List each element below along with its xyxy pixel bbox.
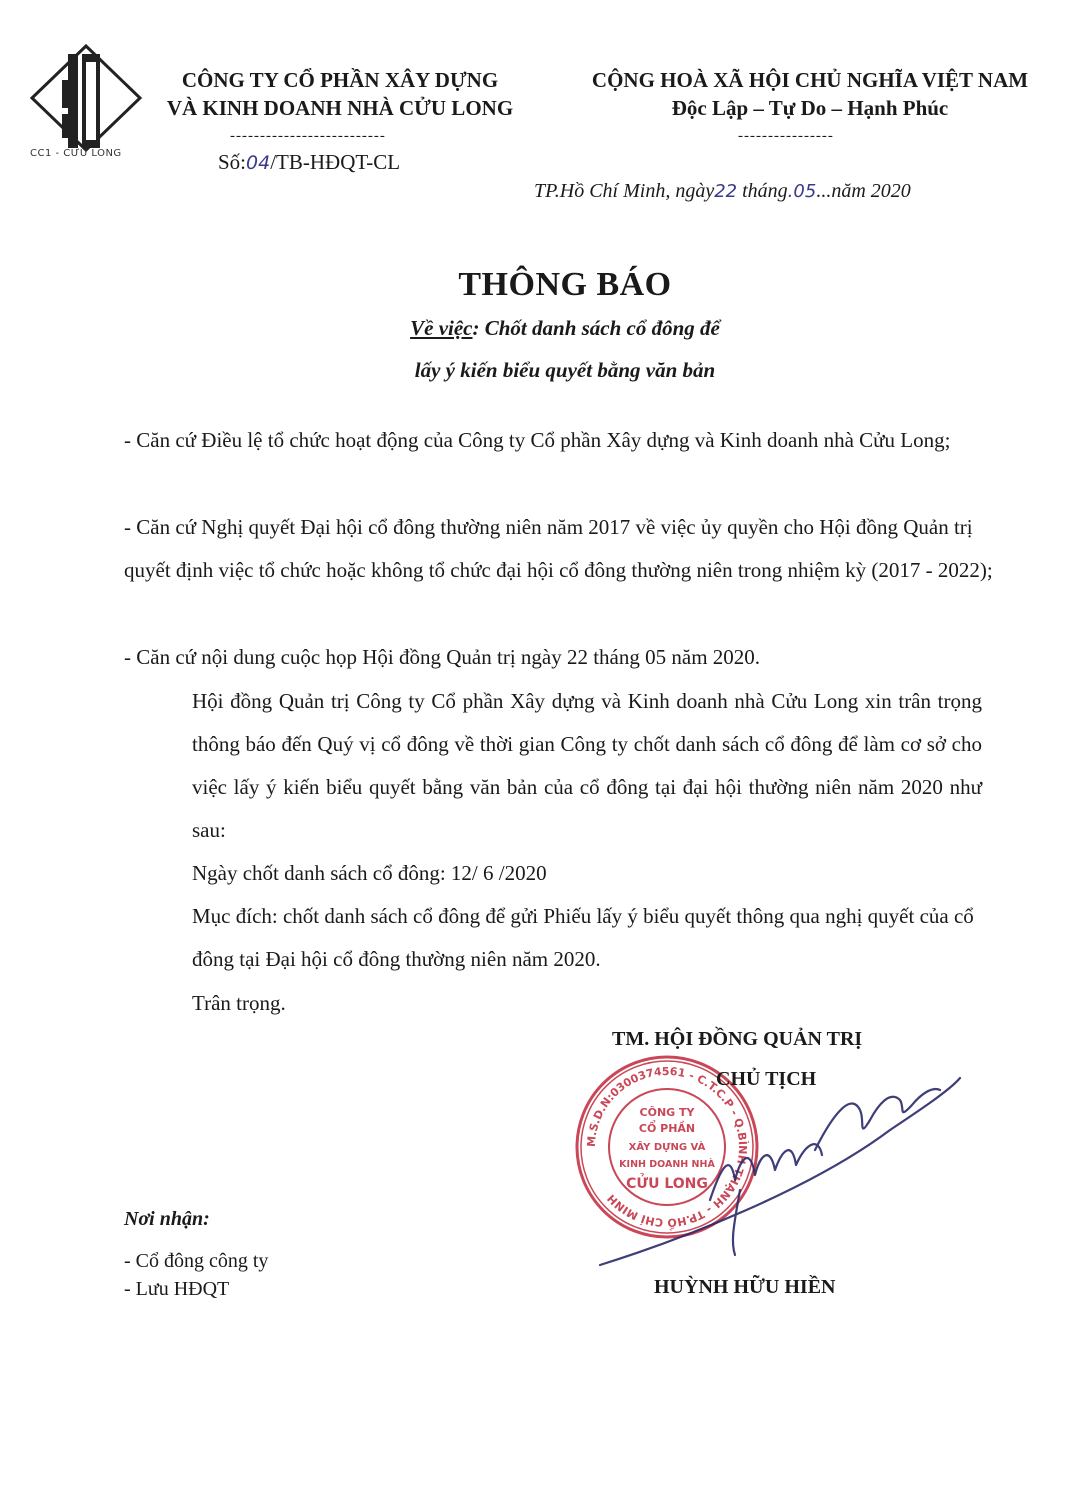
national-header <box>560 66 1060 122</box>
stamp-line-1: CÔNG TY <box>639 1106 695 1119</box>
stamp-line-4: KINH DOANH NHÀ <box>619 1159 715 1170</box>
doc-number-suffix: /TB-HĐQT-CL <box>270 150 401 174</box>
national-title: CỘNG HOÀ XÃ HỘI CHỦ NGHĨA VIỆT NAM <box>591 68 1029 92</box>
signature-on-behalf: TM. HỘI ĐỒNG QUẢN TRỊ <box>612 1028 863 1050</box>
recipient-item: - Lưu HĐQT <box>124 1278 230 1300</box>
document-title: THÔNG BÁO <box>458 266 672 303</box>
dateline-place: TP.Hồ Chí Minh, ngày <box>534 180 715 202</box>
stamp-line-5: CỬU LONG <box>626 1176 708 1192</box>
dateline-month: .05 <box>787 181 817 202</box>
dateline-year: ...năm 2020 <box>816 180 911 202</box>
doc-number-prefix: Số: <box>218 150 247 174</box>
announcement-paragraph: Hội đồng Quản trị Công ty Cổ phần Xây dựng và Kinh doanh nhà Cửu Long xin trân trọng thông báo đến Quý vị cổ đông về thời gian Công ty chốt danh sách cổ đông để làm cơ sở cho việc lấy ý kiến biểu quyết bằng văn bản của cổ đông tại đại hội thường niên năm 2020 như sau: <box>192 689 982 842</box>
divider-left: -------------------------- <box>230 128 386 144</box>
document-number <box>218 150 400 175</box>
record-date: Ngày chốt danh sách cổ đông: 12/ 6 /2020 <box>192 861 547 885</box>
company-name-line1: CÔNG TY CỔ PHẦN XÂY DỰNG <box>181 68 499 92</box>
signature-role: CHỦ TỊCH <box>716 1068 817 1090</box>
subject-line2: lấy ý kiến biểu quyết bằng văn bản <box>414 358 716 382</box>
subject-text: : Chốt danh sách cổ đông để <box>472 316 720 340</box>
stamp-line-2: CỔ PHẦN <box>638 1122 696 1135</box>
dateline-day: 22 <box>714 181 738 202</box>
stamp-line-3: XÂY DỰNG VÀ <box>628 1142 706 1153</box>
company-name-line2: VÀ KINH DOANH NHÀ CỬU LONG <box>166 96 514 120</box>
subject-line1 <box>0 316 1068 341</box>
company-name <box>140 66 540 122</box>
regards: Trân trọng. <box>192 991 286 1015</box>
handwritten-signature <box>560 1050 980 1280</box>
recipient-item: - Cổ đông công ty <box>124 1250 269 1272</box>
legal-basis-1: - Căn cứ Điều lệ tổ chức hoạt động của Công ty Cổ phần Xây dựng và Kinh doanh nhà Cửu Long; <box>124 428 951 452</box>
signer-name: HUỲNH HỮU HIỀN <box>654 1276 836 1298</box>
divider-right: ---------------- <box>738 128 834 144</box>
dateline-month-label: tháng <box>742 180 788 202</box>
legal-basis-3: - Căn cứ nội dung cuộc họp Hội đồng Quản trị ngày 22 tháng 05 năm 2020. <box>124 645 761 669</box>
purpose: Mục đích: chốt danh sách cổ đông để gửi Phiếu lấy ý biểu quyết thông qua nghị quyết của cổ đông tại Đại hội cổ đông thường niên năm 2020. <box>192 904 974 971</box>
dateline <box>534 180 911 203</box>
legal-basis-2: - Căn cứ Nghị quyết Đại hội cổ đông thường niên năm 2017 về việc ủy quyền cho Hội đồng Quản trị quyết định việc tổ chức hoặc không tổ chức đại hội cổ đông thường niên trong nhiệm kỳ (2017 - 2022); <box>124 515 993 582</box>
recipients-label: Nơi nhận: <box>124 1208 210 1230</box>
subject-label: Về việc <box>410 316 473 340</box>
logo-caption: CC1 - CỬU LONG <box>30 148 122 159</box>
stamp-outer-text: M.S.D.N:0300374561 - C.T.C.P - Q.BÌNH THẠNH - TP.HỒ CHÍ MINH <box>584 1064 750 1230</box>
national-motto: Độc Lập – Tự Do – Hạnh Phúc <box>671 96 949 120</box>
doc-number-handwritten: 04 <box>246 152 271 174</box>
